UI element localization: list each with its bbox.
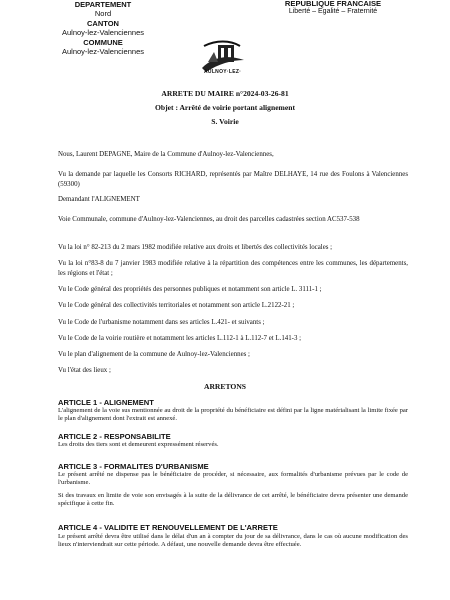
arrete-service: S. Voirie bbox=[211, 117, 239, 126]
article-4-heading: ARTICLE 4 - VALIDITE ET RENOUVELLEMENT DE L'ARRETE bbox=[58, 523, 278, 532]
header-republic-motto: Liberté – Egalité – Fraternité bbox=[288, 8, 378, 16]
preamble-location: Voie Communale, commune d'Aulnoy-lez-Valenciennes, au droit des parcelles cadastrées section AC537-538 bbox=[58, 216, 360, 223]
commune-logo-icon bbox=[196, 38, 254, 80]
preamble-request: Vu la demande par laquelle les Consorts RICHARD, représentés par Maître DELHAYE, 14 rue des Foulons à Valenciennes (59300) bbox=[58, 171, 408, 188]
header-commune-label: COMMUNE bbox=[83, 37, 123, 47]
arrete-number: ARRETE DU MAIRE n°2024-03-26-81 bbox=[161, 89, 289, 98]
header-commune-value: Aulnoy-lez-Valenciennes bbox=[62, 47, 144, 57]
article-3-body: Le présent arrêté ne dispense pas le bénéficiaire de procéder, si nécessaire, aux formalités d'urbanisme prévues par le code de l'urbanisme. bbox=[58, 471, 408, 487]
preamble-loi-1983: Vu la loi n°83-8 du 7 janvier 1983 modifiée relative à la répartition des compétences entre les communes, les départements, les régions et l'état ; bbox=[58, 260, 408, 277]
arrete-object: Objet : Arrêté de voirie portant alignement bbox=[154, 103, 296, 112]
header-departement-value: Nord bbox=[94, 9, 112, 19]
article-3-body-2: Si des travaux en limite de voie son envisagés à la suite de la délivrance de cet arrêté, le bénéficiaire devra présenter une demande spécifique à cette fin. bbox=[58, 492, 408, 508]
arretons-heading: ARRETONS bbox=[203, 382, 247, 391]
article-3-heading: ARTICLE 3 - FORMALITES D'URBANISME bbox=[58, 462, 209, 471]
header-republic-title: REPUBLIQUE FRANCAISE bbox=[284, 0, 382, 8]
preamble-code-collectivites: Vu le Code général des collectivités territoriales et notamment son article L.2122-21 ; bbox=[58, 302, 295, 309]
header-canton-label: CANTON bbox=[87, 18, 119, 28]
header-left-block bbox=[48, 0, 158, 56]
preamble-code-propriete: Vu le Code général des propriétés des personnes publiques et notamment son article L. 3111-1 ; bbox=[58, 286, 322, 293]
header-right-block bbox=[268, 0, 398, 17]
article-1-body: L'alignement de la voie sus mentionnée au droit de la propriété du bénéficiaire est défini par la ligne matérialisant la limite fixée par le plan d'alignement dont l'extrait est annexé. bbox=[58, 407, 408, 423]
preamble-loi-1982: Vu la loi n° 82-213 du 2 mars 1982 modifiée relative aux droits et libertés des collectivités locales ; bbox=[58, 244, 333, 251]
article-2-heading: ARTICLE 2 - RESPONSABILITE bbox=[58, 432, 171, 441]
article-1-heading: ARTICLE 1 - ALIGNEMENT bbox=[58, 398, 154, 407]
preamble-mayor: Nous, Laurent DEPAGNE, Maire de la Commune d'Aulnoy-lez-Valenciennes, bbox=[58, 151, 274, 158]
header-departement-label: DEPARTEMENT bbox=[74, 0, 132, 9]
preamble-plan-alignement: Vu le plan d'alignement de la commune de Aulnoy-lez-Valenciennes ; bbox=[58, 351, 250, 358]
preamble-demand: Demandant l'ALIGNEMENT bbox=[58, 196, 140, 203]
header-canton-value: Aulnoy-lez-Valenciennes bbox=[62, 28, 144, 38]
preamble-code-voirie: Vu le Code de la voirie routière et notamment les articles L.112-1 à L.112-7 et L.141-3 ; bbox=[58, 335, 302, 342]
preamble-etat-lieux: Vu l'état des lieux ; bbox=[58, 367, 111, 374]
article-4-body: Le présent arrêté devra être utilisé dans le délai d'un an à compter du jour de sa délivrance, dans le cas où aucune modification des lieux n'interviendrait sur cette période. A défaut, une nouvelle demande devra être effectuée. bbox=[58, 533, 408, 549]
article-2-body: Les droits des tiers sont et demeurent expressément réservés. bbox=[58, 441, 219, 448]
preamble-code-urbanisme: Vu le Code de l'urbanisme notamment dans ses articles L.421- et suivants ; bbox=[58, 319, 265, 326]
commune-logo-text: AULNOY·LEZ· bbox=[204, 69, 242, 75]
